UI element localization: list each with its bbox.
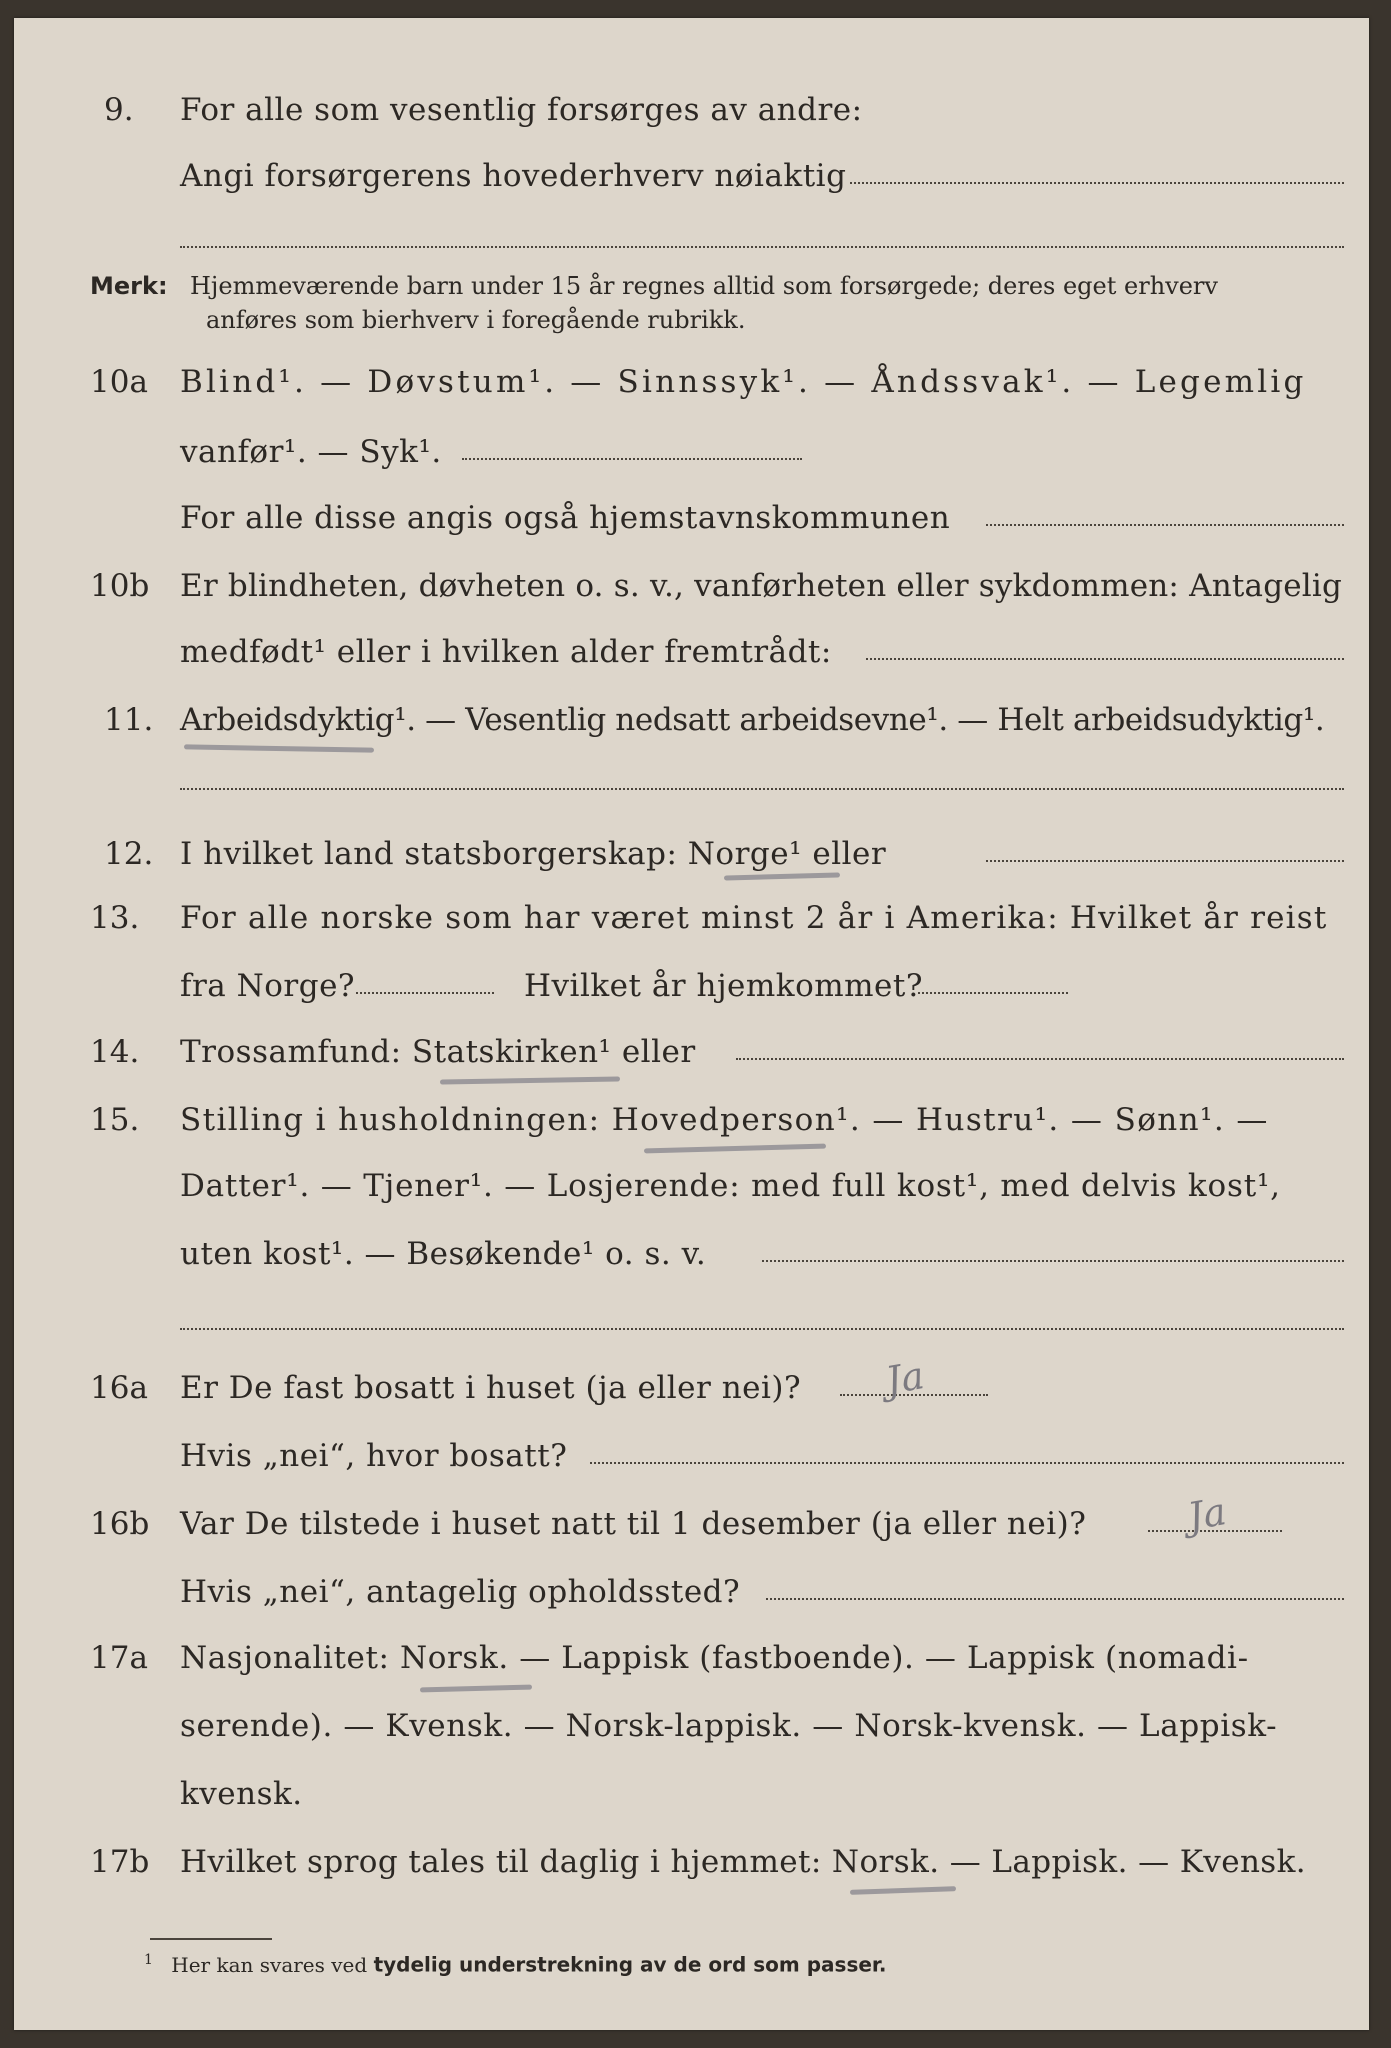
q17a-number: 17a [90, 1640, 148, 1676]
underline-statskirken [440, 1076, 620, 1084]
q11-number: 11. [104, 702, 154, 738]
q16a-line2: Hvis „nei“, hvor bosatt? [180, 1438, 568, 1474]
q10a-syk-field[interactable] [462, 458, 802, 460]
census-form-page [14, 18, 1369, 2030]
q9-line1: For alle som vesentlig forsørges av andre: [180, 92, 863, 128]
q12-line1: I hvilket land statsborgerskap: Norge¹ eller [180, 836, 887, 872]
footnote-mark: 1 [144, 1952, 153, 1968]
q9-answer-field-2[interactable] [180, 246, 1344, 248]
q16b-number: 16b [90, 1506, 150, 1542]
merk-text-1: Hjemmeværende barn under 15 år regnes alltid som forsørgede; deres eget erhverv [190, 272, 1218, 300]
merk-text-2: anføres som bierhverv i foregående rubrikk. [206, 306, 746, 334]
q14-number: 14. [90, 1034, 140, 1070]
footnote-text: Her kan svares ved [171, 1952, 368, 1977]
q16b-handwritten-answer: Ja [1184, 1489, 1230, 1539]
q13-line2b: Hvilket år hjemkommet? [524, 968, 923, 1004]
q12-number: 12. [104, 836, 154, 872]
q15-stilling-field[interactable] [762, 1260, 1344, 1262]
q13-line1: For alle norske som har været minst 2 år i Amerika: Hvilket år reist [180, 900, 1328, 936]
q10b-alder-field[interactable] [866, 658, 1344, 660]
q16b-opholdssted-field[interactable] [766, 1598, 1344, 1600]
q11-line1: Arbeidsdyktig¹. — Vesentlig nedsatt arbeidsevne¹. — Helt arbeidsudyktig¹. [180, 702, 1325, 738]
q16b-line1: Var De tilstede i huset natt til 1 desember (ja eller nei)? [180, 1506, 1087, 1542]
q16a-line1: Er De fast bosatt i huset (ja eller nei)? [180, 1370, 802, 1406]
q13-line2a: fra Norge? [180, 968, 356, 1004]
q10b-number: 10b [90, 568, 150, 604]
q9-answer-field[interactable] [850, 182, 1344, 184]
underline-arbeidsdyktig [184, 744, 374, 752]
q17a-line1: Nasjonalitet: Norsk. — Lappisk (fastboende). — Lappisk (nomadi- [180, 1640, 1249, 1676]
q10a-line1: Blind¹. — Døvstum¹. — Sinnssyk¹. — Åndssvak¹. — Legemlig [180, 364, 1307, 400]
q15-line3: uten kost¹. — Besøkende¹ o. s. v. [180, 1236, 707, 1272]
footnote-rule [150, 1938, 272, 1940]
q15-line1: Stilling i husholdningen: Hovedperson¹. — Hustru¹. — Sønn¹. — [180, 1102, 1269, 1138]
q13-number: 13. [90, 900, 140, 936]
q11-answer-field[interactable] [180, 788, 1344, 790]
q12-land-field[interactable] [986, 860, 1344, 862]
q10b-line1: Er blindheten, døvheten o. s. v., vanførheten eller sykdommen: Antagelig [180, 568, 1343, 604]
q15-line2: Datter¹. — Tjener¹. — Losjerende: med full kost¹, med delvis kost¹, [180, 1168, 1281, 1204]
q17a-line3: kvensk. [180, 1776, 303, 1812]
q10a-hjemstavn-field[interactable] [986, 524, 1344, 526]
q13-hjemkommet-field[interactable] [918, 992, 1068, 994]
q9-number: 9. [104, 92, 134, 128]
q10a-line3: For alle disse angis også hjemstavnskommunen [180, 500, 951, 536]
footnote-bold-text: tydelig understrekning av de ord som passer. [373, 1952, 887, 1977]
merk-label: Merk: [90, 272, 168, 300]
q9-line2: Angi forsørgerens hovederhverv nøiaktig [180, 158, 847, 194]
q10a-number: 10a [90, 364, 148, 400]
underline-norsk-17a [420, 1685, 532, 1693]
q16a-handwritten-answer: Ja [882, 1353, 928, 1403]
underline-norsk-17b [850, 1886, 956, 1895]
q16b-line2: Hvis „nei“, antagelig opholdssted? [180, 1574, 741, 1610]
q15-answer-field-2[interactable] [180, 1328, 1344, 1330]
q16a-number: 16a [90, 1370, 148, 1406]
q15-number: 15. [90, 1102, 140, 1138]
q13-reist-field[interactable] [356, 992, 494, 994]
footnote [144, 1952, 887, 1977]
q14-line1: Trossamfund: Statskirken¹ eller [180, 1034, 696, 1070]
q17a-line2: serende). — Kvensk. — Norsk-lappisk. — Norsk-kvensk. — Lappisk- [180, 1708, 1278, 1744]
q14-trossamfund-field[interactable] [736, 1058, 1344, 1060]
q10b-line2: medfødt¹ eller i hvilken alder fremtrådt: [180, 634, 832, 670]
q17b-number: 17b [90, 1844, 150, 1880]
underline-norge [724, 872, 840, 880]
q16a-hvor-field[interactable] [590, 1462, 1344, 1464]
q17b-line1: Hvilket sprog tales til daglig i hjemmet: Norsk. — Lappisk. — Kvensk. [180, 1844, 1307, 1880]
q10a-line2: vanfør¹. — Syk¹. [180, 434, 442, 470]
underline-hovedperson [644, 1144, 826, 1154]
